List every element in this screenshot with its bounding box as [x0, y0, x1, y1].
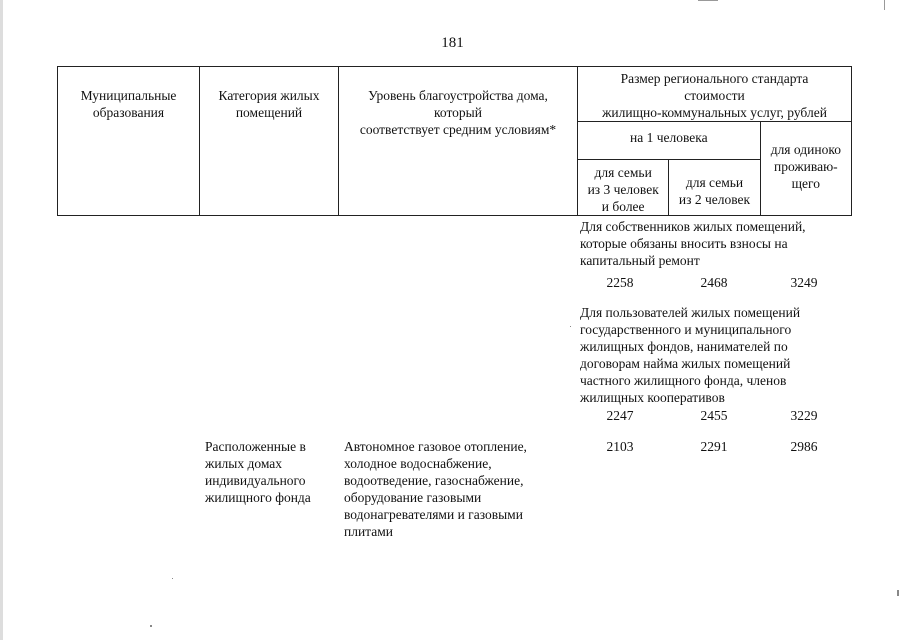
- header-family-2: для семьи из 2 человек: [669, 160, 760, 216]
- header-municipal: Муниципальные образования: [58, 67, 200, 216]
- value-owners-family2: 2468: [700, 275, 728, 290]
- scan-mark: [698, 0, 718, 1]
- header-per-person: на 1 человека: [578, 122, 761, 160]
- header-family-3: для семьи из 3 человек и более: [578, 160, 669, 216]
- header-single: для одиноко проживаю- щего: [760, 122, 851, 216]
- header-standard-size: Размер регионального стандарта стоимости жилищно-коммунальных услуг, рублей: [578, 67, 852, 122]
- owners-note: Для собственников жилых помещений, которые обязаны вносить взносы на капитальный ремонт: [580, 219, 806, 268]
- value-users-single: 3229: [790, 408, 818, 423]
- value-row-single: 2986: [790, 439, 818, 454]
- row-level: Автономное газовое отопление, холодное водоснабжение, водоотведение, газоснабжение, оборудование газовыми водонагревателями и газовыми плитами: [344, 439, 527, 539]
- scan-speck: [570, 326, 571, 327]
- value-owners-family3: 2258: [606, 275, 634, 290]
- table-header: [57, 66, 852, 216]
- header-level: Уровень благоустройства дома, который соответствует средним условиям*: [339, 67, 578, 216]
- users-note: Для пользователей жилых помещений государственного и муниципального жилищных фондов, нанимателей по договорам найма жилых помещений частного жилищного фонда, членов жилищных кооперативов: [580, 305, 801, 405]
- value-row-family3: 2103: [606, 439, 634, 454]
- row-category: Расположенные в жилых домах индивидуального жилищного фонда: [205, 439, 311, 505]
- scan-speck: [150, 625, 152, 627]
- page-number: 181: [441, 35, 464, 51]
- value-users-family3: 2247: [606, 408, 634, 423]
- scan-edge: [0, 0, 3, 640]
- scan-speck: [172, 578, 173, 579]
- scan-mark: [897, 590, 899, 596]
- value-owners-single: 3249: [790, 275, 818, 290]
- value-users-family2: 2455: [700, 408, 728, 423]
- scan-mark: [884, 0, 885, 10]
- value-row-family2: 2291: [700, 439, 728, 454]
- header-category: Категория жилых помещений: [200, 67, 339, 216]
